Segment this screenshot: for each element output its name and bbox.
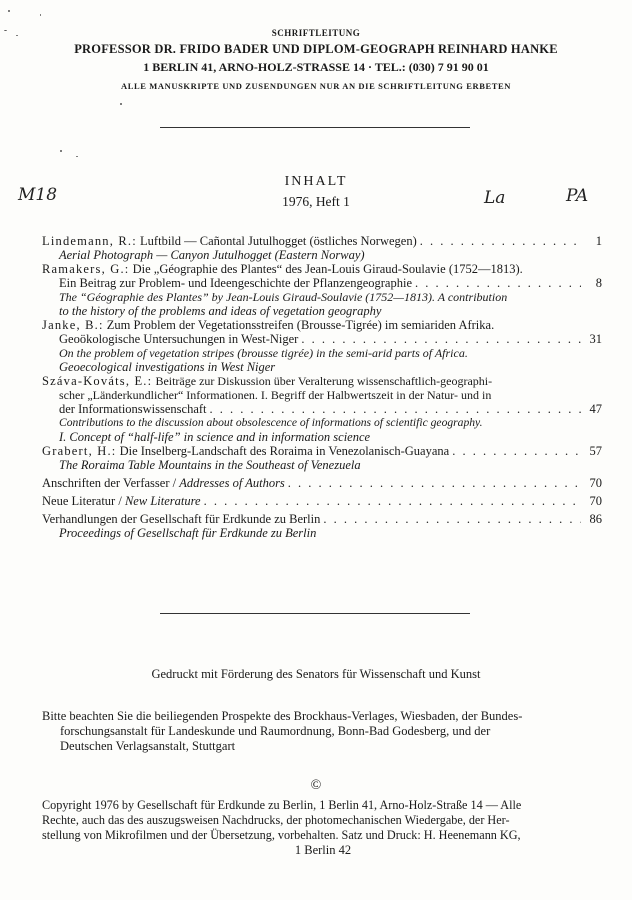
leader-dots: [452, 444, 581, 458]
contents-title: INHALT: [284, 174, 348, 189]
leader-dots: [301, 332, 581, 346]
leader-dots: [323, 512, 581, 526]
section-page: 70: [589, 476, 602, 490]
leader-dots: [288, 476, 581, 490]
section-translation: New Literature: [124, 494, 201, 508]
header-address: 1 BERLIN 41, ARNO-HOLZ-STRASSE 14 · TEL.: (030) 7 91 90 01: [143, 60, 489, 74]
scan-speck: [40, 14, 41, 16]
toc-entry: [42, 318, 602, 374]
entry-page: 47: [589, 402, 602, 416]
enclosure-notice: [42, 709, 604, 754]
handwritten-note-middle: La: [484, 188, 506, 208]
entry-title: Die „Géographie des Plantes“ des Jean-Louis Giraud-Soulavie (1752—1813).: [132, 262, 523, 276]
entry-title: der Informationswissenschaft: [59, 402, 207, 416]
entry-translation: to the history of the problems and ideas of vegetation geography: [59, 304, 382, 318]
table-of-contents: [42, 234, 602, 540]
entry-page: 31: [589, 332, 602, 346]
section-translation: Addresses of Authors: [179, 476, 285, 490]
section-page: 70: [589, 494, 602, 508]
entry-translation: On the problem of vegetation stripes (brousse tigrée) in the semi-arid parts of Africa.: [59, 346, 468, 360]
notice-line: forschungsanstalt für Landeskunde und Raumordnung, Bonn-Bad Godesberg, und der: [60, 724, 491, 738]
entry-author: Ramakers, G.:: [42, 262, 130, 276]
copyright-line: Rechte, auch das des auszugsweisen Nachdrucks, der photomechanischen Wiedergabe, der Her-: [42, 813, 510, 827]
scan-speck: [8, 10, 10, 12]
notice-line: Bitte beachten Sie die beiliegenden Prospekte des Brockhaus-Verlages, Wiesbaden, der Bundes-: [42, 709, 523, 723]
section-title: Verhandlungen der Gesellschaft für Erdkunde zu Berlin: [42, 512, 321, 526]
handwritten-note-left: M18: [18, 185, 58, 205]
header-editors: PROFESSOR DR. FRIDO BADER UND DIPLOM-GEOGRAPH REINHARD HANKE: [74, 42, 558, 56]
toc-entry: [42, 234, 602, 262]
divider: [160, 613, 470, 614]
scan-speck: [120, 103, 122, 105]
entry-title: Geoökologische Untersuchungen in West-Niger: [59, 332, 299, 346]
entry-translation: I. Concept of “half-life” in science and in information science: [59, 430, 371, 444]
entry-title: Beiträge zur Diskussion über Veralterung wissenschaftlich-geographi-: [155, 374, 493, 388]
leader-dots: [415, 276, 581, 290]
leader-dots: [204, 494, 581, 508]
entry-translation: Contributions to the discussion about obsolescence of informations of scientific geography.: [59, 416, 483, 429]
entry-title: Zum Problem der Vegetationsstreifen (Brousse-Tigrée) im semiariden Afrika.: [106, 318, 495, 332]
entry-author: Száva-Kováts, E.:: [42, 374, 153, 388]
entry-translation: The “Géographie des Plantes” by Jean-Louis Giraud-Soulavie (1752—1813). A contribution: [59, 290, 508, 304]
entry-page: 8: [595, 276, 602, 290]
section-translation: Proceedings of Gesellschaft für Erdkunde zu Berlin: [59, 526, 317, 540]
entry-author: Janke, B.:: [42, 318, 104, 332]
copyright-line: stellung von Mikrofilmen und der Übersetzung, vorbehalten. Satz und Druck: H. Heenemann KG,: [42, 828, 521, 842]
leader-dots: [210, 402, 581, 416]
entry-translation: Geoecological investigations in West Niger: [59, 360, 276, 374]
entry-translation: Aerial Photograph — Canyon Jutulhogget (Eastern Norway): [59, 248, 365, 262]
scan-speck: [60, 150, 62, 152]
toc-section: Neue Literatur / New Literature . . . 70: [42, 494, 602, 508]
entry-title: Ein Beitrag zur Problem- und Ideengeschichte der Pflanzengeographie: [59, 276, 412, 290]
contents-issue: 1976, Heft 1: [282, 194, 350, 209]
entry-title: Die Inselberg-Landschaft des Roraima in Venezolanisch-Guayana: [119, 444, 450, 458]
section-title: Anschriften der Verfasser: [42, 476, 170, 490]
toc-entry: [42, 374, 602, 444]
entry-translation: The Roraima Table Mountains in the Southeast of Venezuela: [59, 458, 361, 472]
copyright-block: [42, 798, 604, 858]
copyright-symbol: ©: [310, 778, 322, 793]
section-title: Neue Literatur: [42, 494, 116, 508]
toc-entry: [42, 444, 602, 472]
section-page: 86: [589, 512, 602, 526]
handwritten-note-right: PA: [566, 186, 589, 206]
copyright-line: Copyright 1976 by Gesellschaft für Erdkunde zu Berlin, 1 Berlin 41, Arno-Holz-Straße 14 — Alle: [42, 798, 522, 812]
toc-entry: [42, 262, 602, 318]
entry-title: Luftbild — Cañontal Jutulhogget (östliches Norwegen): [140, 234, 417, 248]
entry-page: 1: [595, 234, 602, 248]
toc-section: [42, 512, 602, 526]
leader-dots: [420, 234, 581, 248]
toc-section: Anschriften der Verfasser / Addresses of Authors . . . 70: [42, 476, 602, 490]
scan-speck: [76, 156, 78, 157]
header-label: SCHRIFTLEITUNG: [271, 28, 361, 38]
entry-title: scher „Länderkundlicher“ Informationen. I. Begriff der Halbwertszeit in der Natur- und in: [59, 388, 492, 402]
header-notice: ALLE MANUSKRIPTE UND ZUSENDUNGEN NUR AN DIE SCHRIFTLEITUNG ERBETEN: [120, 81, 512, 91]
funding-note: Gedruckt mit Förderung des Senators für Wissenschaft und Kunst: [151, 667, 481, 681]
copyright-line: 1 Berlin 42: [294, 843, 352, 857]
notice-line: Deutschen Verlagsanstalt, Stuttgart: [60, 739, 236, 753]
divider: [160, 127, 470, 128]
entry-page: 57: [589, 444, 602, 458]
entry-author: Lindemann, R.:: [42, 234, 137, 248]
entry-author: Grabert, H.:: [42, 444, 117, 458]
